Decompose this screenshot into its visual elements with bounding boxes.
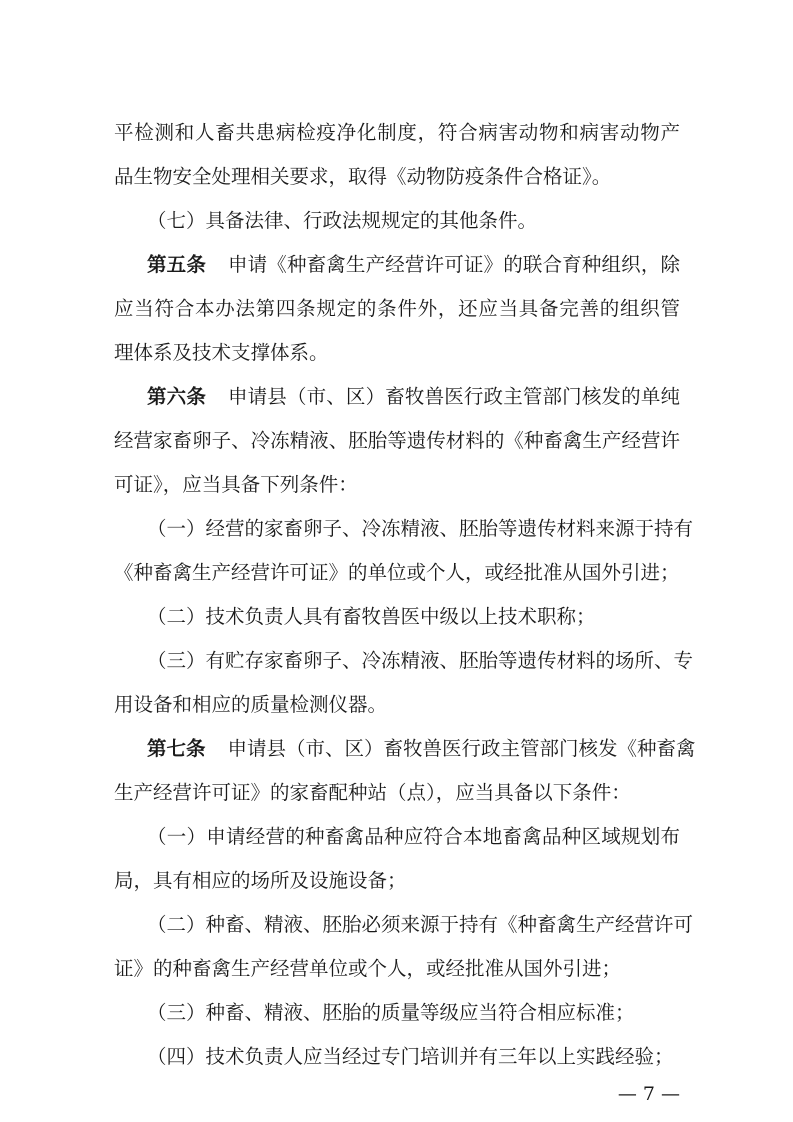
- paragraph-line: 局，具有相应的场所及设施设备；: [114, 869, 407, 892]
- paragraph-text: 申请县（市、区）畜牧兽医行政主管部门核发《种畜禽: [227, 737, 696, 760]
- paragraph-line: 理体系及技术支撑体系。: [114, 341, 329, 364]
- paragraph-line: （七）具备法律、行政法规规定的其他条件。: [147, 209, 538, 232]
- paragraph-line: 用设备和相应的质量检测仪器。: [114, 693, 388, 716]
- paragraph-line: 生产经营许可证》的家畜配种站（点），应当具备以下条件：: [114, 781, 631, 804]
- paragraph-line: 《种畜禽生产经营许可证》的单位或个人，或经批准从国外引进；: [114, 561, 680, 584]
- article-6-first-line: [147, 382, 680, 412]
- article-7-first-line: [147, 734, 696, 764]
- paragraph-line: 应当符合本办法第四条规定的条件外，还应当具备完善的组织管: [114, 297, 680, 320]
- paragraph-line: 平检测和人畜共患病检疫净化制度，符合病害动物和病害动物产: [114, 121, 680, 144]
- article-heading: 第五条: [147, 253, 206, 276]
- article-5-first-line: [147, 250, 680, 280]
- paragraph-line: （一）经营的家畜卵子、冷冻精液、胚胎等遗传材料来源于持有: [147, 517, 694, 540]
- paragraph-text: 申请《种畜禽生产经营许可证》的联合育种组织，除: [227, 253, 680, 276]
- article-heading: 第六条: [147, 385, 206, 408]
- paragraph-line: 可证》，应当具备下列条件：: [114, 473, 358, 496]
- page-number: — 7 —: [617, 1083, 680, 1105]
- paragraph-line: 经营家畜卵子、冷冻精液、胚胎等遗传材料的《种畜禽生产经营许: [114, 429, 680, 452]
- paragraph-line: （三）有贮存家畜卵子、冷冻精液、胚胎等遗传材料的场所、专: [147, 649, 694, 672]
- paragraph-text: 申请县（市、区）畜牧兽医行政主管部门核发的单纯: [227, 385, 680, 408]
- paragraph-line: 证》的种畜禽生产经营单位或个人，或经批准从国外引进；: [114, 957, 622, 980]
- article-heading: 第七条: [147, 737, 206, 760]
- paragraph-line: （二）技术负责人具有畜牧兽医中级以上技术职称；: [147, 605, 596, 628]
- paragraph-line: （四）技术负责人应当经过专门培训并有三年以上实践经验；: [147, 1045, 674, 1068]
- paragraph-line: 品生物安全处理相关要求，取得《动物防疫条件合格证》。: [114, 165, 612, 188]
- paragraph-line: （三）种畜、精液、胚胎的质量等级应当符合相应标准；: [147, 1001, 635, 1024]
- paragraph-line: （一）申请经营的种畜禽品种应符合本地畜禽品种区域规划布: [147, 825, 680, 848]
- paragraph-line: （二）种畜、精液、胚胎必须来源于持有《种畜禽生产经营许可: [147, 913, 694, 936]
